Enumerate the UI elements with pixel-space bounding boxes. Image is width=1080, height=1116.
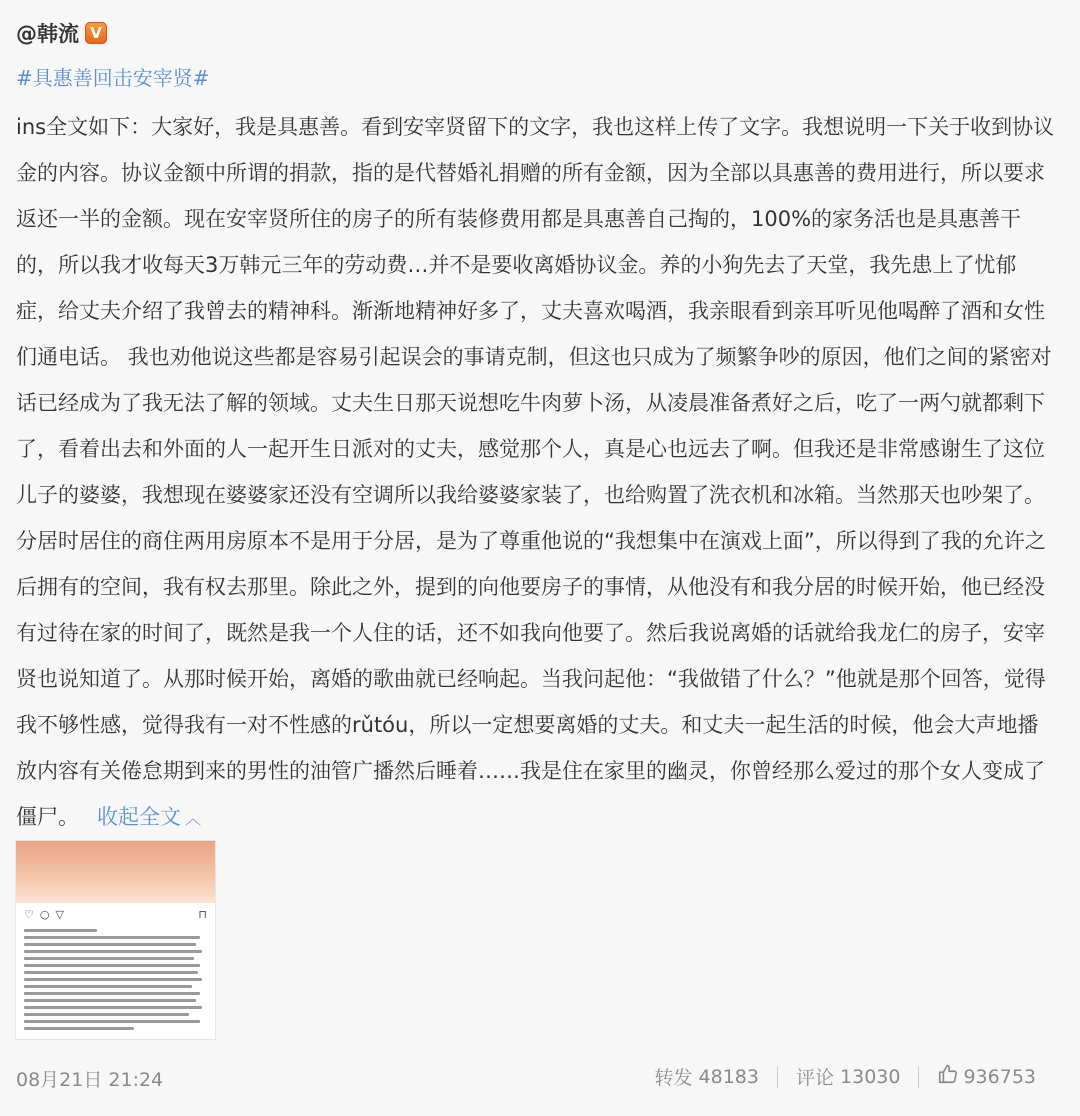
bookmark-icon: ⊓: [198, 908, 207, 921]
collapse-full-text-link[interactable]: [97, 805, 201, 829]
comment-icon: ○: [39, 908, 50, 921]
post-footer: [16, 1063, 1036, 1093]
thumbs-up-icon: [937, 1063, 959, 1090]
thumbnail-line: [24, 971, 198, 974]
thumbnail-line: [24, 1006, 202, 1009]
comment-count: 13030: [840, 1065, 901, 1088]
thumbnail-line: [24, 964, 200, 967]
comment-label: 评论: [796, 1067, 835, 1089]
thumbnail-line: [24, 957, 194, 960]
thumbnail-line: [24, 978, 202, 981]
comment-button[interactable]: [796, 1063, 900, 1090]
thumbnail-line: [24, 992, 200, 995]
like-count: 936753: [963, 1065, 1036, 1088]
post-actions: [655, 1063, 1036, 1090]
divider: [777, 1066, 778, 1088]
collapse-label: 收起全文: [97, 805, 181, 829]
post-body: [16, 104, 1058, 842]
thumbnail-text-lines: [16, 923, 215, 1036]
thumbnail-line: [24, 936, 200, 939]
thumbnail-line: [24, 929, 97, 932]
thumbnail-line: [24, 1027, 134, 1030]
thumbnail-line: [24, 1020, 200, 1023]
chevron-up-icon: ︿: [185, 809, 202, 828]
verified-v-icon: V: [85, 22, 107, 44]
thumbnail-instagram-toolbar: [16, 903, 215, 923]
repost-button[interactable]: [655, 1063, 759, 1090]
hashtag-link[interactable]: #具惠善回击安宰贤#: [16, 66, 210, 90]
post-body-text: ins全文如下：大家好，我是具惠善。看到安宰贤留下的文字，我也这样上传了文字。我想说明一下关于收到协议金的内容。协议金额中所谓的捐款，指的是代替婚礼捐赠的所有金额，因为全部以具惠善的费用进行，所以要求返还一半的金额。现在安宰贤所住的房子的所有装修费用都是具惠善自己掏的，100%的家务活也是具惠善干的，所以我才收每天3万韩元三年的劳动费…并不是要收离婚协议金。养的小狗先去了天堂，我先患上了忧郁症，给丈夫介绍了我曾去的精神科。渐渐地精神好多了，丈夫喜欢喝酒，我亲眼看到亲耳听见他喝醉了酒和女性们通电话。 我也劝他说这些都是容易引起误会的事请克制，但这也只成为了频繁争吵的原因，他们之间的紧密对话已经成为了我无法了解的领域。丈夫生日那天说想吃牛肉萝卜汤，从凌晨准备煮好之后，吃了一两勺就都剩下了，看着出去和外面的人一起开生日派对的丈夫，感觉那个人，真是心也远去了啊。但我还是非常感谢生了这位儿子的婆婆，我想现在婆婆家还没有空调所以我给婆婆家装了，也给购置了洗衣机和冰箱。当然那天也吵架了。分居时居住的商住两用房原本不是用于分居，是为了尊重他说的“我想集中在演戏上面”，所以得到了我的允许之后拥有的空间，我有权去那里。除此之外，提到的向他要房子的事情，从他没有和我分居的时候开始，他已经没有过待在家的时间了，既然是我一个人住的话，还不如我向他要了。然后我说离婚的话就给我龙仁的房子，安宰贤也说知道了。从那时候开始，离婚的歌曲就已经响起。当我问起他：“我做错了什么？”他就是那个回答，觉得我不够性感，觉得我有一对不性感的rǔtóu，所以一定想要离婚的丈夫。和丈夫一起生活的时候，他会大声地播放内容有关倦怠期到来的男性的油管广播然后睡着……我是住在家里的幽灵，你曾经那么爱过的那个女人变成了僵尸。: [16, 115, 1055, 829]
thumbnail-line: [24, 999, 196, 1002]
share-icon: ▽: [55, 908, 64, 921]
repost-label: 转发: [654, 1067, 693, 1089]
like-button[interactable]: [937, 1063, 1036, 1090]
username[interactable]: @韩流: [16, 22, 79, 46]
thumbnail-photo-gradient: [16, 841, 215, 903]
thumbnail-line: [24, 943, 196, 946]
thumbnail-line: [24, 950, 202, 953]
thumbnail-line: [24, 985, 192, 988]
heart-icon: ♡: [24, 908, 34, 921]
repost-count: 48183: [698, 1065, 759, 1088]
divider: [918, 1066, 919, 1088]
post-image-thumbnail[interactable]: [15, 840, 216, 1040]
post-timestamp[interactable]: 08月21日 21:24: [16, 1069, 164, 1091]
thumbnail-line: [24, 1013, 189, 1016]
post-header: [16, 16, 107, 50]
